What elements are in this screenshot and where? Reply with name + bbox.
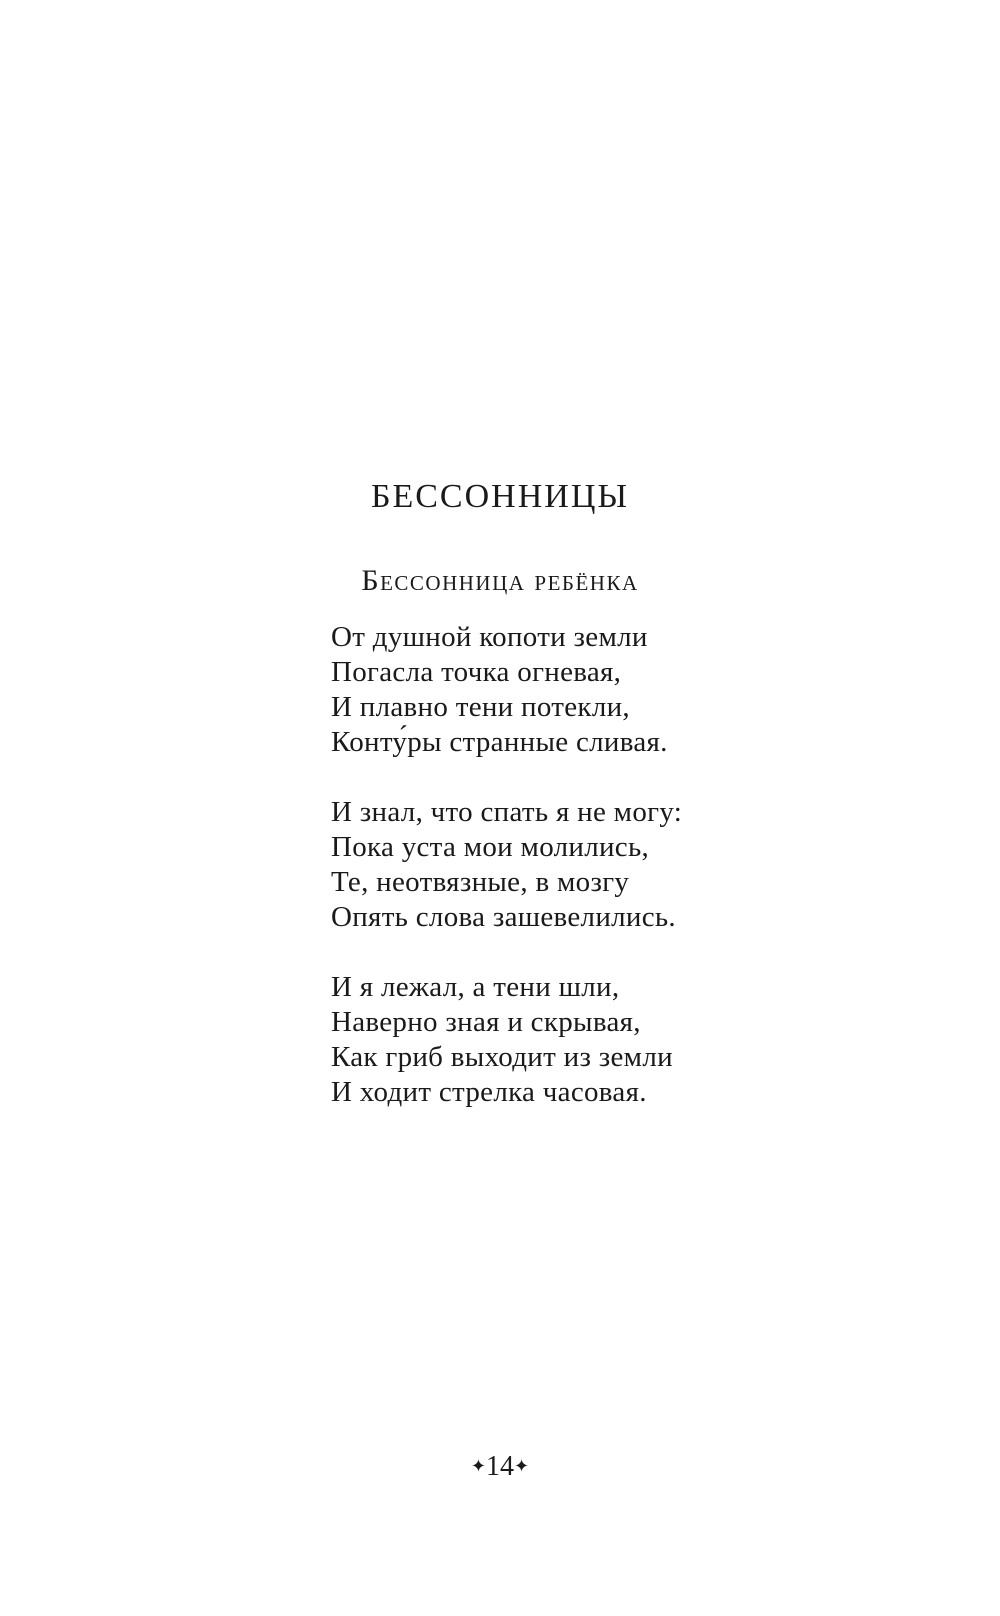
stanza-1 xyxy=(331,620,811,760)
poem-line: Пока уста мои молились, xyxy=(331,831,650,863)
poem-line: Опять слова зашевелились. xyxy=(331,901,676,933)
poem-line: Наверно зная и скрывая, xyxy=(331,1006,641,1038)
poem-body xyxy=(331,620,811,1145)
poem-line: И плавно тени потекли, xyxy=(331,691,630,723)
poem-line: И я лежал, а тени шли, xyxy=(331,971,620,1003)
page-number-value: 14 xyxy=(486,1451,514,1482)
poem-line: И ходит стрелка часовая. xyxy=(331,1076,647,1108)
poem-line: Те, неотвязные, в мозгу xyxy=(331,866,630,898)
poem-line: И знал, что спать я не могу: xyxy=(331,796,683,828)
stanza-2 xyxy=(331,795,811,935)
poem-line: Конту́ры странные сливая. xyxy=(331,726,668,758)
page-number xyxy=(0,1451,1000,1485)
poem-line: Погасла точка огневая, xyxy=(331,656,622,688)
stanza-3 xyxy=(331,970,811,1110)
poem-line: Как гриб выходит из земли xyxy=(331,1041,673,1073)
ornament-left-icon: ✦ xyxy=(470,1455,486,1476)
poem-title: Бессонница ребёнка xyxy=(361,564,639,597)
section-title: БЕССОННИЦЫ xyxy=(370,478,630,515)
poem-line: От душной копоти земли xyxy=(331,621,648,653)
ornament-right-icon: ✦ xyxy=(514,1455,530,1476)
